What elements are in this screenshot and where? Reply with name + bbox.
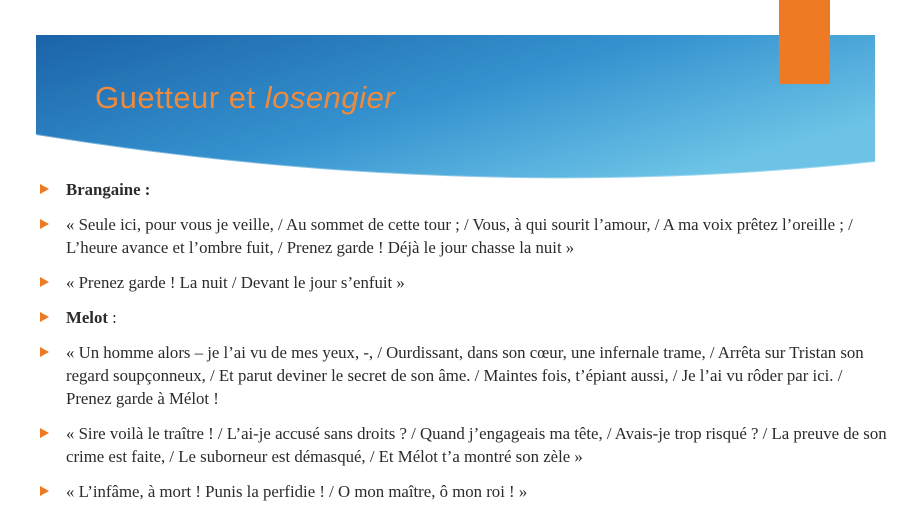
title-italic: losengier [264, 80, 396, 115]
speaker-label: Melot [66, 308, 108, 327]
bullet-arrow-icon [40, 184, 49, 194]
bullet-arrow-icon [40, 312, 49, 322]
bullet-arrow-icon [40, 428, 49, 438]
bullet-list [37, 178, 887, 515]
quote-text: « Un homme alors – je l’ai vu de mes yeux, -, / Ourdissant, dans son cœur, une infernale trame, / Arrêta sur Tristan son regard soupçonneux, / Et parut deviner le secret de son âme. / Maintes fois, t’épiant aussi, / Je l’ai vu rôder par ici. / Prenez garde à Mélot ! [66, 343, 864, 408]
speaker-label: Brangaine : [66, 180, 151, 199]
bullet-arrow-icon [40, 486, 49, 496]
quote-text: « Seule ici, pour vous je veille, / Au sommet de cette tour ; / Vous, à qui sourit l’amour, / A ma voix prêtez l’oreille ; / L’heure avance et l’ombre fuit, / Prenez garde ! Déjà le jour chasse la nuit » [66, 215, 853, 257]
quote-text: « Prenez garde ! La nuit / Devant le jour s’enfuit » [66, 273, 405, 292]
slide-title [95, 80, 395, 116]
title-plain: Guetteur et [95, 80, 265, 115]
bullet-quote [37, 213, 887, 259]
quote-text: « L’infâme, à mort ! Punis la perfidie ! / O mon maître, ô mon roi ! » [66, 482, 528, 501]
bullet-quote [37, 341, 887, 410]
bullet-arrow-icon [40, 277, 49, 287]
bullet-speaker-melot [37, 306, 887, 329]
speaker-suffix: : [107, 308, 117, 327]
quote-text: « Sire voilà le traître ! / L’ai-je accusé sans droits ? / Quand j’engageais ma tête, / Avais-je trop risqué ? / La preuve de son crime est faite, / Le suborneur est démasqué, / Et Mélot t’a montré son zèle » [66, 424, 887, 466]
bullet-speaker-brangaine [37, 178, 887, 201]
bullet-arrow-icon [40, 219, 49, 229]
bullet-quote [37, 422, 887, 468]
bullet-quote [37, 480, 887, 503]
accent-bar [779, 0, 830, 84]
bullet-quote [37, 271, 887, 294]
bullet-arrow-icon [40, 347, 49, 357]
